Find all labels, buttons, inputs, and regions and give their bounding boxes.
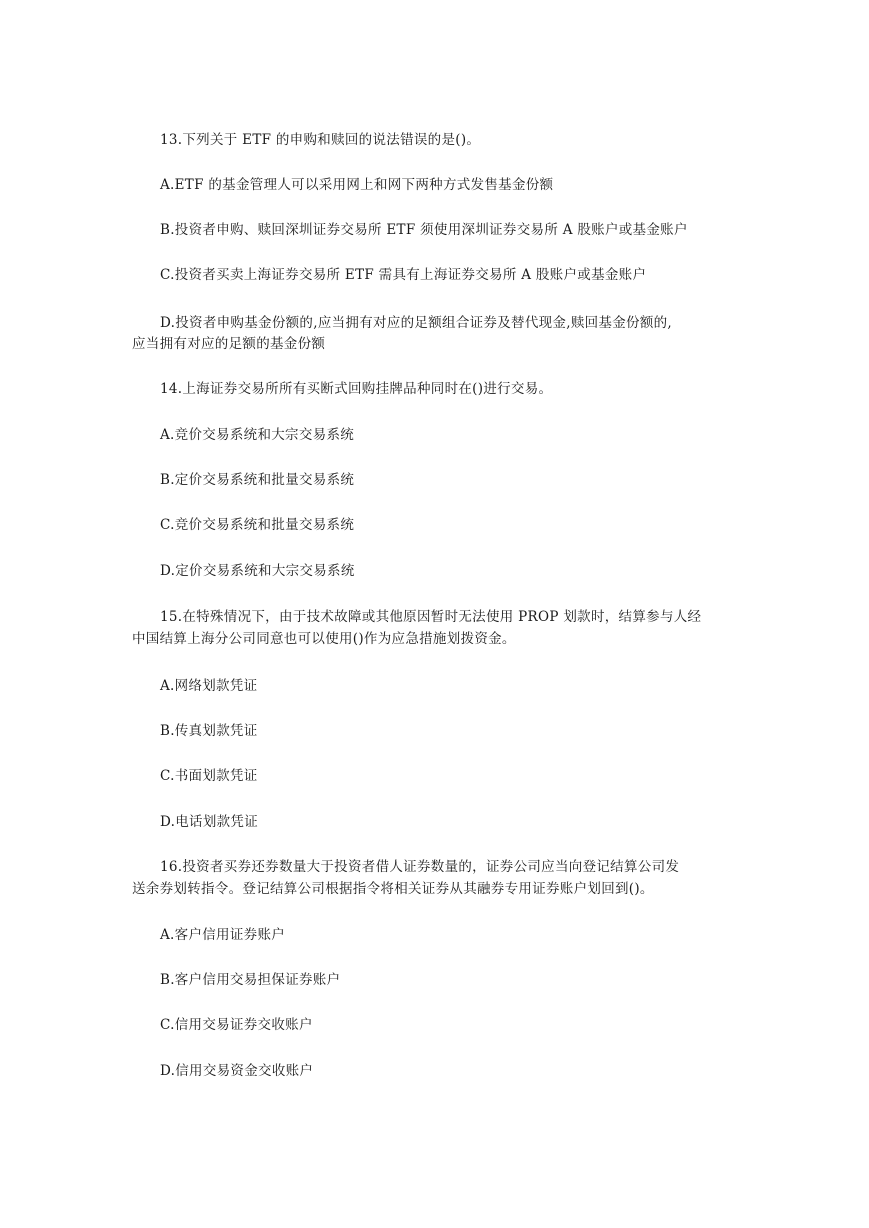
question-14-option-b: B.定价交易系统和批量交易系统 bbox=[160, 472, 355, 488]
question-15-option-a: A.网络划款凭证 bbox=[160, 678, 258, 694]
question-15-stem: 15.在特殊情况下，由于技术故障或其他原因暂时无法使用 PROP 划款时，结算参与人经 bbox=[160, 609, 702, 625]
question-16-stem-cont: 送余券划转指令。登记结算公司根据指令将相关证券从其融券专用证券账户划回到()。 bbox=[132, 881, 654, 897]
question-13-option-b: B.投资者申购、赎回深圳证券交易所 ETF 须使用深圳证券交易所 A 股账户或基金账户 bbox=[160, 222, 688, 238]
question-16-stem: 16.投资者买券还券数量大于投资者借人证券数量的，证券公司应当向登记结算公司发 bbox=[160, 859, 680, 875]
question-14-option-a: A.竞价交易系统和大宗交易系统 bbox=[160, 427, 355, 443]
question-15-stem-cont: 中国结算上海分公司同意也可以使用()作为应急措施划拨资金。 bbox=[132, 631, 516, 647]
question-14-option-c: C.竞价交易系统和批量交易系统 bbox=[160, 517, 355, 533]
question-15-option-b: B.传真划款凭证 bbox=[160, 723, 258, 739]
question-13-option-a: A.ETF 的基金管理人可以采用网上和网下两种方式发售基金份额 bbox=[160, 177, 554, 193]
question-16-option-b: B.客户信用交易担保证券账户 bbox=[160, 972, 341, 988]
question-13-stem: 13.下列关于 ETF 的申购和赎回的说法错误的是()。 bbox=[160, 132, 481, 148]
question-14-option-d: D.定价交易系统和大宗交易系统 bbox=[160, 563, 355, 579]
question-16-option-d: D.信用交易资金交收账户 bbox=[160, 1063, 314, 1079]
question-15-option-c: C.书面划款凭证 bbox=[160, 768, 258, 784]
question-16-option-c: C.信用交易证券交收账户 bbox=[160, 1017, 313, 1033]
question-13-option-c: C.投资者买卖上海证券交易所 ETF 需具有上海证券交易所 A 股账户或基金账户 bbox=[160, 267, 647, 283]
question-15-option-d: D.电话划款凭证 bbox=[160, 814, 259, 830]
question-16-option-a: A.客户信用证券账户 bbox=[160, 927, 286, 943]
question-14-stem: 14.上海证券交易所所有买断式回购挂牌品种同时在()进行交易。 bbox=[160, 381, 553, 397]
question-13-option-d-cont: 应当拥有对应的足额的基金份额 bbox=[132, 336, 326, 352]
question-13-option-d: D.投资者申购基金份额的,应当拥有对应的足额组合证券及替代现金,赎回基金份额的, bbox=[160, 315, 673, 331]
